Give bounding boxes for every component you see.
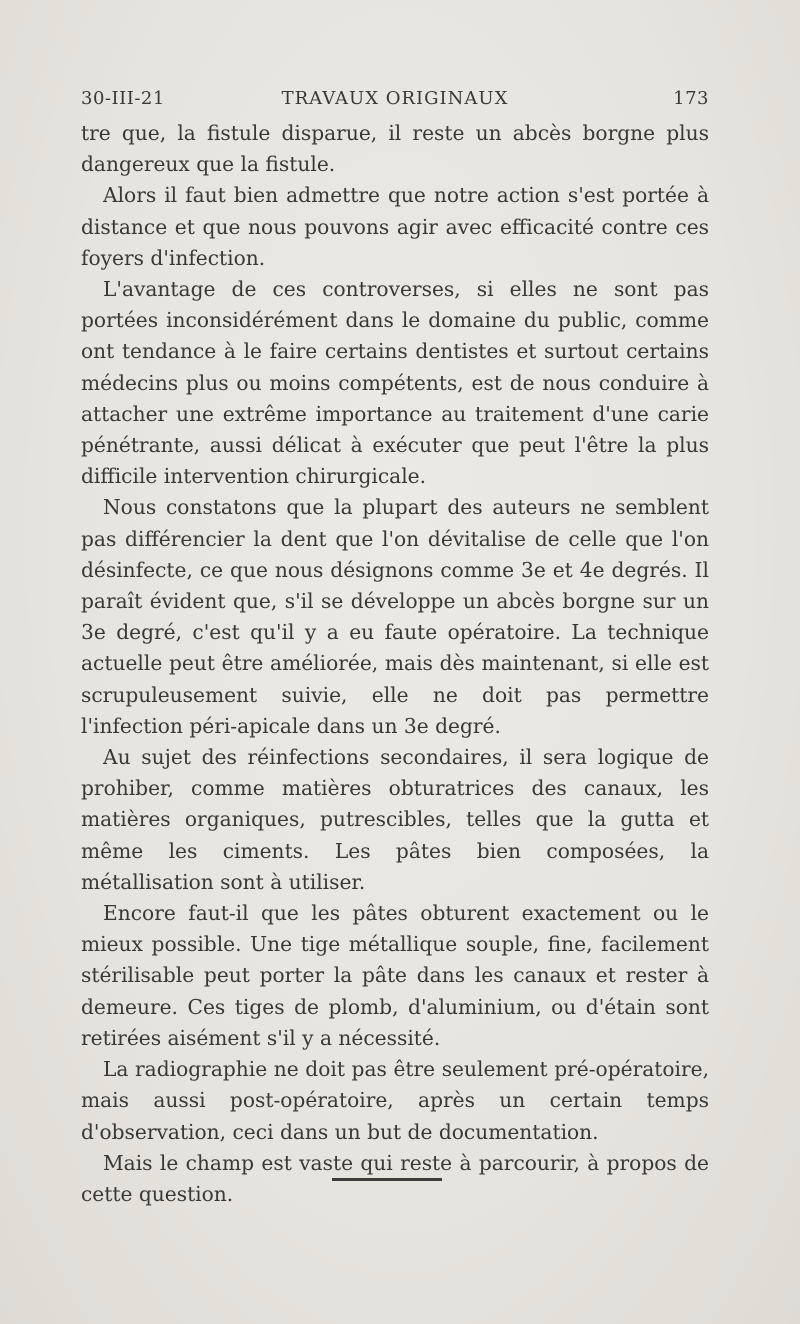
paragraph: L'avantage de ces controverses, si elles ne sont pas portées inconsidérément dans le domaine du public, comme ont tendance à le faire certains dentistes et surtout certains médecins plus ou moins compétents, est de nous conduire à attacher une extrême importance au traitement d'une carie pénétrante, aussi délicat à exécuter que peut l'être la plus difficile intervention chirurgicale.	[81, 277, 709, 489]
article-body	[81, 118, 709, 1210]
running-header	[81, 88, 709, 114]
paragraph: Alors il faut bien admettre que notre action s'est portée à distance et que nous pouvons agir avec efficacité contre ces foyers d'infection.	[81, 183, 709, 270]
paragraph: Encore faut-il que les pâtes obturent exactement ou le mieux possible. Une tige métallique souple, fine, facilement stérilisable peut porter la pâte dans les canaux et rester à demeure. Ces tiges de plomb, d'aluminium, ou d'étain sont retirées aisément s'il y a nécessité.	[81, 901, 709, 1050]
paragraph: La radiographie ne doit pas être seulement pré-opératoire, mais aussi post-opératoire, après un certain temps d'observation, ceci dans un but de documentation.	[81, 1057, 709, 1144]
paragraph: Au sujet des réinfections secondaires, il sera logique de prohiber, comme matières obturatrices des canaux, les matières organiques, putrescibles, telles que la gutta et même les ciments. Les pâtes bien composées, la métallisation sont à utiliser.	[81, 745, 709, 894]
end-rule-divider	[332, 1178, 442, 1181]
paragraph-continuation: tre que, la fistule disparue, il reste un abcès borgne plus dangereux que la fistule.	[81, 121, 709, 177]
header-date: 30-III-21	[81, 88, 165, 109]
page-number: 173	[673, 88, 709, 109]
header-section-title: TRAVAUX ORIGINAUX	[281, 88, 509, 109]
paragraph: Nous constatons que la plupart des auteurs ne semblent pas différencier la dent que l'on dévitalise de celle que l'on désinfecte, ce que nous désignons comme 3e et 4e degrés. Il paraît évident que, s'il se développe un abcès borgne sur un 3e degré, c'est qu'il y a eu faute opératoire. La technique actuelle peut être améliorée, mais dès maintenant, si elle est scrupuleusement suivie, elle ne doit pas permettre l'infection péri-apicale dans un 3e degré.	[81, 495, 709, 738]
paragraph: Mais le champ est vaste qui reste à parcourir, à propos de cette question.	[81, 1150, 709, 1206]
